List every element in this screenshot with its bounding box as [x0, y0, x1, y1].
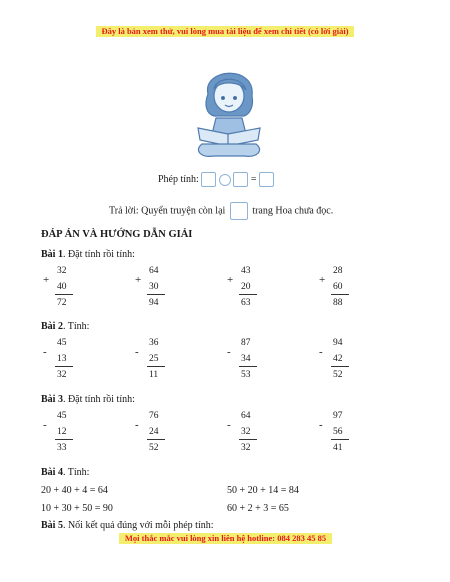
operand-bottom: 12 [57, 427, 67, 437]
blank-operator-circle[interactable] [219, 174, 231, 186]
operator-sign: + [135, 274, 142, 286]
operand-top: 28 [333, 266, 343, 276]
operand-bottom: 20 [241, 282, 251, 292]
column-operation [227, 266, 267, 318]
exercise-3-title: Bài 3. Đặt tính rồi tính: [41, 394, 135, 405]
result-line [331, 439, 349, 440]
column-operation [43, 411, 83, 463]
operand-top: 64 [241, 411, 251, 421]
result-line [331, 294, 349, 295]
column-operation [227, 411, 267, 463]
operator-sign: - [43, 346, 47, 358]
column-operation [43, 338, 83, 390]
exercise-1-title: Bài 1. Đặt tính rồi tính: [41, 249, 135, 260]
column-operation [319, 338, 359, 390]
blank-answer-box[interactable] [230, 202, 248, 220]
column-operation [135, 338, 175, 390]
operator-sign: - [319, 346, 323, 358]
result-line [55, 439, 73, 440]
operation-result: 88 [333, 298, 343, 308]
operand-bottom: 25 [149, 354, 159, 364]
blank-result-box[interactable] [259, 172, 274, 187]
operand-bottom: 42 [333, 354, 343, 364]
exercise-4-line: 50 + 20 + 14 = 84 [227, 485, 299, 496]
exercise-2-title: Bài 2. Tính: [41, 321, 90, 332]
operand-top: 64 [149, 266, 159, 276]
operand-top: 45 [57, 338, 67, 348]
operand-top: 36 [149, 338, 159, 348]
result-line [239, 439, 257, 440]
exercise-4-title: Bài 4. Tính: [41, 467, 90, 478]
operation-result: 53 [241, 370, 251, 380]
column-operation [43, 266, 83, 318]
operand-top: 97 [333, 411, 343, 421]
operation-result: 11 [149, 370, 159, 380]
blank-number-box[interactable] [233, 172, 248, 187]
operation-result: 32 [57, 370, 67, 380]
equation-label: Phép tính: [158, 173, 199, 185]
operand-bottom: 32 [241, 427, 251, 437]
result-line [147, 439, 165, 440]
column-operation [227, 338, 267, 390]
operand-top: 94 [333, 338, 343, 348]
girl-reading-book-illustration [188, 58, 270, 160]
result-line [239, 366, 257, 367]
operator-sign: - [135, 346, 139, 358]
operand-top: 45 [57, 411, 67, 421]
operand-bottom: 60 [333, 282, 343, 292]
result-line [55, 294, 73, 295]
result-line [239, 294, 257, 295]
operand-top: 87 [241, 338, 251, 348]
result-line [331, 366, 349, 367]
column-operation [319, 411, 359, 463]
operator-sign: - [135, 419, 139, 431]
operand-bottom: 13 [57, 354, 67, 364]
column-operation [135, 411, 175, 463]
answer-prefix: Trả lời: Quyển truyện còn lại [109, 205, 226, 217]
result-line [55, 366, 73, 367]
operation-result: 32 [241, 443, 251, 453]
equation-line [158, 172, 274, 187]
operand-bottom: 24 [149, 427, 159, 437]
answer-suffix: trang Hoa chưa đọc. [252, 205, 334, 217]
operand-bottom: 34 [241, 354, 251, 364]
operand-bottom: 40 [57, 282, 67, 292]
operator-sign: - [43, 419, 47, 431]
operand-top: 43 [241, 266, 251, 276]
equals-sign: = [250, 173, 257, 185]
operation-result: 52 [333, 370, 343, 380]
section-title: ĐÁP ÁN VÀ HƯỚNG DẪN GIẢI [41, 229, 193, 240]
hotline-banner: Mọi thắc mắc vui lòng xin liên hệ hotline: 084 283 45 85 [119, 533, 332, 544]
exercise-4-line: 10 + 30 + 50 = 90 [41, 503, 113, 514]
operation-result: 72 [57, 298, 67, 308]
exercise-5-title: Bài 5. Nối kết quả đúng với mỗi phép tính: [41, 520, 214, 531]
operator-sign: + [227, 274, 234, 286]
exercise-4-line: 60 + 2 + 3 = 65 [227, 503, 289, 514]
operator-sign: + [319, 274, 326, 286]
result-line [147, 366, 165, 367]
operand-top: 32 [57, 266, 67, 276]
operation-result: 41 [333, 443, 343, 453]
operation-result: 33 [57, 443, 67, 453]
preview-banner: Đây là bản xem thử, vui lòng mua tài liệu để xem chi tiết (có lời giải) [96, 26, 354, 37]
operation-result: 94 [149, 298, 159, 308]
answer-line [109, 202, 333, 220]
operand-bottom: 56 [333, 427, 343, 437]
blank-number-box[interactable] [201, 172, 216, 187]
operation-result: 52 [149, 443, 159, 453]
operand-bottom: 30 [149, 282, 159, 292]
operator-sign: - [227, 419, 231, 431]
operand-top: 76 [149, 411, 159, 421]
exercise-4-line: 20 + 40 + 4 = 64 [41, 485, 108, 496]
column-operation [319, 266, 359, 318]
operator-sign: - [227, 346, 231, 358]
result-line [147, 294, 165, 295]
operator-sign: - [319, 419, 323, 431]
operator-sign: + [43, 274, 50, 286]
operation-result: 63 [241, 298, 251, 308]
column-operation [135, 266, 175, 318]
